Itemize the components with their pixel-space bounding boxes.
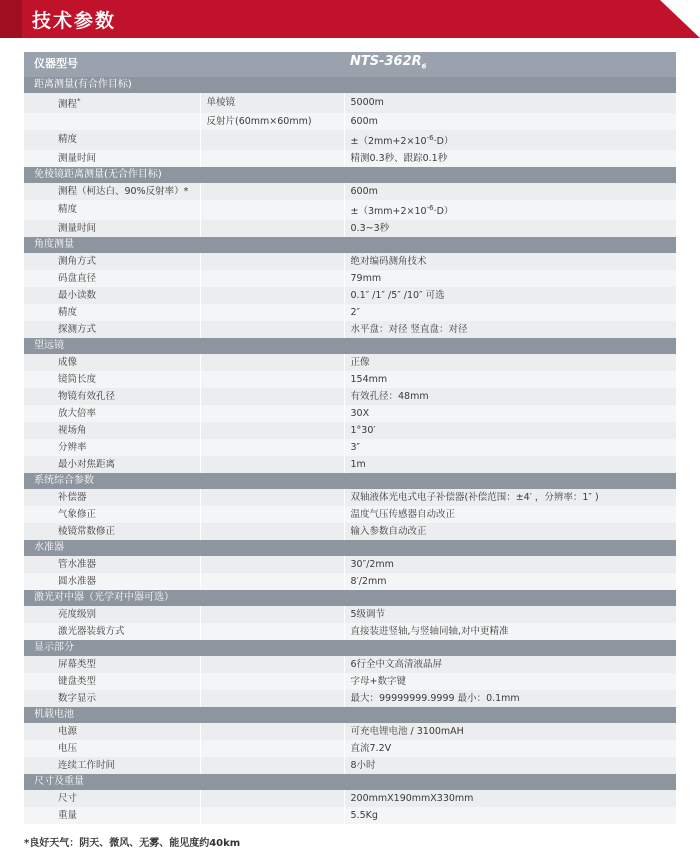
row-sublabel [200,757,344,774]
section-header-row [24,77,676,93]
section-title: 显示部分 [24,640,676,656]
row-value: 8小时 [344,757,676,774]
row-value: 精测0.3秒、跟踪0.1秒 [344,150,676,167]
row-value: 5000m [344,93,676,113]
table-row [24,790,676,807]
row-indent [24,371,52,388]
row-label: 管水准器 [52,556,200,573]
row-value: 水平盘：对径 竖直盘：对径 [344,321,676,338]
row-sublabel [200,150,344,167]
row-sublabel [200,321,344,338]
row-indent [24,757,52,774]
row-value: $\pm(3mm+2\times 10^{-6}\cdot D)$ [344,200,676,220]
row-indent [24,673,52,690]
footnote: *良好天气：阴天、微风、无雾、能见度约40km [24,838,241,849]
row-value: 绝对编码测角技术 [344,253,676,270]
table-row [24,270,676,287]
row-sublabel [200,790,344,807]
row-value: 5级调节 [344,606,676,623]
row-label: 测量时间 [52,150,200,167]
table-row [24,200,676,220]
row-value: 30X [344,405,676,422]
row-value: 直流7.2V [344,740,676,757]
row-label: 补偿器 [52,489,200,506]
row-sublabel [200,130,344,150]
row-value: 200mmX190mmX330mm [344,790,676,807]
section-header-row [24,167,676,183]
row-sublabel [200,253,344,270]
specifications-table [24,52,676,824]
row-label [52,113,200,130]
section-header-row [24,774,676,790]
row-value: 双轴液体光电式电子补偿器(补偿范围：±4′ ，分辨率：1″ ) [344,489,676,506]
row-sublabel [200,807,344,824]
row-value: 600m [344,113,676,130]
banner-accent-bar [0,0,22,38]
row-indent [24,740,52,757]
row-value: 字母+数字键 [344,673,676,690]
section-title: 距离测量(有合作目标) [24,77,676,93]
table-row [24,130,676,150]
row-sublabel [200,183,344,200]
row-indent [24,807,52,824]
row-value: 5.5Kg [344,807,676,824]
row-indent [24,150,52,167]
table-row [24,150,676,167]
table-row [24,405,676,422]
table-row [24,690,676,707]
page-banner [0,0,700,38]
row-label: 放大倍率 [52,405,200,422]
row-value: 1m [344,456,676,473]
row-indent [24,456,52,473]
row-label: 屏幕类型 [52,656,200,673]
table-row [24,523,676,540]
row-label: 气象修正 [52,506,200,523]
row-label: 电源 [52,723,200,740]
row-indent [24,790,52,807]
section-header-row [24,540,676,556]
row-value: 3″ [344,439,676,456]
row-sublabel [200,422,344,439]
table-row [24,757,676,774]
row-value: 正像 [344,354,676,371]
row-sublabel [200,690,344,707]
row-label: 连续工作时间 [52,757,200,774]
section-title: 水准器 [24,540,676,556]
row-indent [24,183,52,200]
table-row [24,489,676,506]
header-label: 仪器型号 [24,52,344,77]
section-title: 望远镜 [24,338,676,354]
row-indent [24,405,52,422]
row-sublabel [200,354,344,371]
row-value: 8′/2mm [344,573,676,590]
row-indent [24,422,52,439]
table-row [24,673,676,690]
row-sublabel [200,270,344,287]
row-indent [24,573,52,590]
row-sublabel [200,673,344,690]
row-sublabel [200,200,344,220]
row-sublabel: 单棱镜 [200,93,344,113]
row-indent [24,200,52,220]
row-indent [24,270,52,287]
row-indent [24,556,52,573]
page-title: 技术参数 [32,9,117,32]
row-label: 激光器装载方式 [52,623,200,640]
table-row [24,623,676,640]
table-row [24,556,676,573]
section-title: 系统综合参数 [24,473,676,489]
row-indent [24,623,52,640]
section-header-row [24,707,676,723]
row-label: 尺寸 [52,790,200,807]
row-label: 码盘直径 [52,270,200,287]
row-sublabel [200,388,344,405]
row-value: 154mm [344,371,676,388]
row-indent [24,304,52,321]
table-row [24,113,676,130]
table-row [24,220,676,237]
row-label: 精度 [52,130,200,150]
row-sublabel [200,506,344,523]
row-indent [24,287,52,304]
row-value: 温度气压传感器自动改正 [344,506,676,523]
row-sublabel [200,606,344,623]
row-label: 最小对焦距离 [52,456,200,473]
table-row [24,321,676,338]
row-indent [24,93,52,113]
row-label: 镜筒长度 [52,371,200,388]
table-row [24,422,676,439]
row-indent [24,321,52,338]
row-indent [24,253,52,270]
row-value: 直接装进竖轴,与竖轴同轴,对中更精准 [344,623,676,640]
row-indent [24,489,52,506]
table-row [24,807,676,824]
row-sublabel [200,220,344,237]
row-sublabel [200,573,344,590]
row-label: 成像 [52,354,200,371]
table-row [24,456,676,473]
row-label: 亮度级别 [52,606,200,623]
row-sublabel [200,456,344,473]
row-sublabel: 反射片(60mm×60mm) [200,113,344,130]
row-value: 6行全中文高清液晶屏 [344,656,676,673]
table-row [24,656,676,673]
row-value: 30″/2mm [344,556,676,573]
row-label: 棱镜常数修正 [52,523,200,540]
section-title: 机载电池 [24,707,676,723]
row-value: 有效孔径：48mm [344,388,676,405]
row-sublabel [200,371,344,388]
row-indent [24,130,52,150]
table-row [24,388,676,405]
table-row [24,253,676,270]
row-value: 2″ [344,304,676,321]
row-label: 测程* [52,93,200,113]
section-title: 免棱镜距离测量(无合作目标) [24,167,676,183]
table-row [24,439,676,456]
row-label: 精度 [52,304,200,321]
section-header-row [24,590,676,606]
banner-corner-cut [660,0,700,38]
row-label: 视场角 [52,422,200,439]
section-title: 激光对中器（光学对中器可选） [24,590,676,606]
table-row [24,606,676,623]
table-row [24,183,676,200]
row-sublabel [200,439,344,456]
row-sublabel [200,523,344,540]
row-value: 0.3~3秒 [344,220,676,237]
row-label: 测角方式 [52,253,200,270]
table-row [24,740,676,757]
row-sublabel [200,556,344,573]
row-sublabel [200,489,344,506]
row-label: 测量时间 [52,220,200,237]
row-indent [24,506,52,523]
row-sublabel [200,656,344,673]
row-label: 键盘类型 [52,673,200,690]
section-title: 角度测量 [24,237,676,253]
table-row [24,93,676,113]
row-label: 电压 [52,740,200,757]
row-value: 1°30′ [344,422,676,439]
row-label: 圆水准器 [52,573,200,590]
row-indent [24,690,52,707]
row-label: 分辨率 [52,439,200,456]
row-label: 探测方式 [52,321,200,338]
table-row [24,371,676,388]
row-label: 精度 [52,200,200,220]
row-sublabel [200,287,344,304]
header-model: NTS-$362R_6$ [344,52,676,77]
row-value: 79mm [344,270,676,287]
row-indent [24,220,52,237]
row-indent [24,606,52,623]
row-indent [24,439,52,456]
row-label: 测程（柯达白、90%反射率）* [52,183,200,200]
row-value: 输入参数自动改正 [344,523,676,540]
table-row [24,506,676,523]
table-row [24,287,676,304]
section-header-row [24,338,676,354]
row-value: 0.1″ /1″ /5″ /10″ 可选 [344,287,676,304]
row-indent [24,354,52,371]
row-label: 物镜有效孔径 [52,388,200,405]
row-indent [24,656,52,673]
row-sublabel [200,623,344,640]
table-row [24,304,676,321]
row-indent [24,113,52,130]
table-body [24,52,676,824]
row-value: 最大：99999999.9999 最小：0.1mm [344,690,676,707]
section-header-row [24,237,676,253]
section-header-row [24,473,676,489]
table-header-row [24,52,676,77]
row-sublabel [200,304,344,321]
table-row [24,354,676,371]
section-header-row [24,640,676,656]
row-indent [24,388,52,405]
row-value: 600m [344,183,676,200]
row-label: 重量 [52,807,200,824]
row-value: $\pm(2mm+2\times 10^{-6}\cdot D)$ [344,130,676,150]
row-label: 数字显示 [52,690,200,707]
row-sublabel [200,740,344,757]
row-sublabel [200,405,344,422]
row-indent [24,523,52,540]
section-title: 尺寸及重量 [24,774,676,790]
row-label: 最小读数 [52,287,200,304]
table-row [24,573,676,590]
row-value: 可充电锂电池 / 3100mAH [344,723,676,740]
